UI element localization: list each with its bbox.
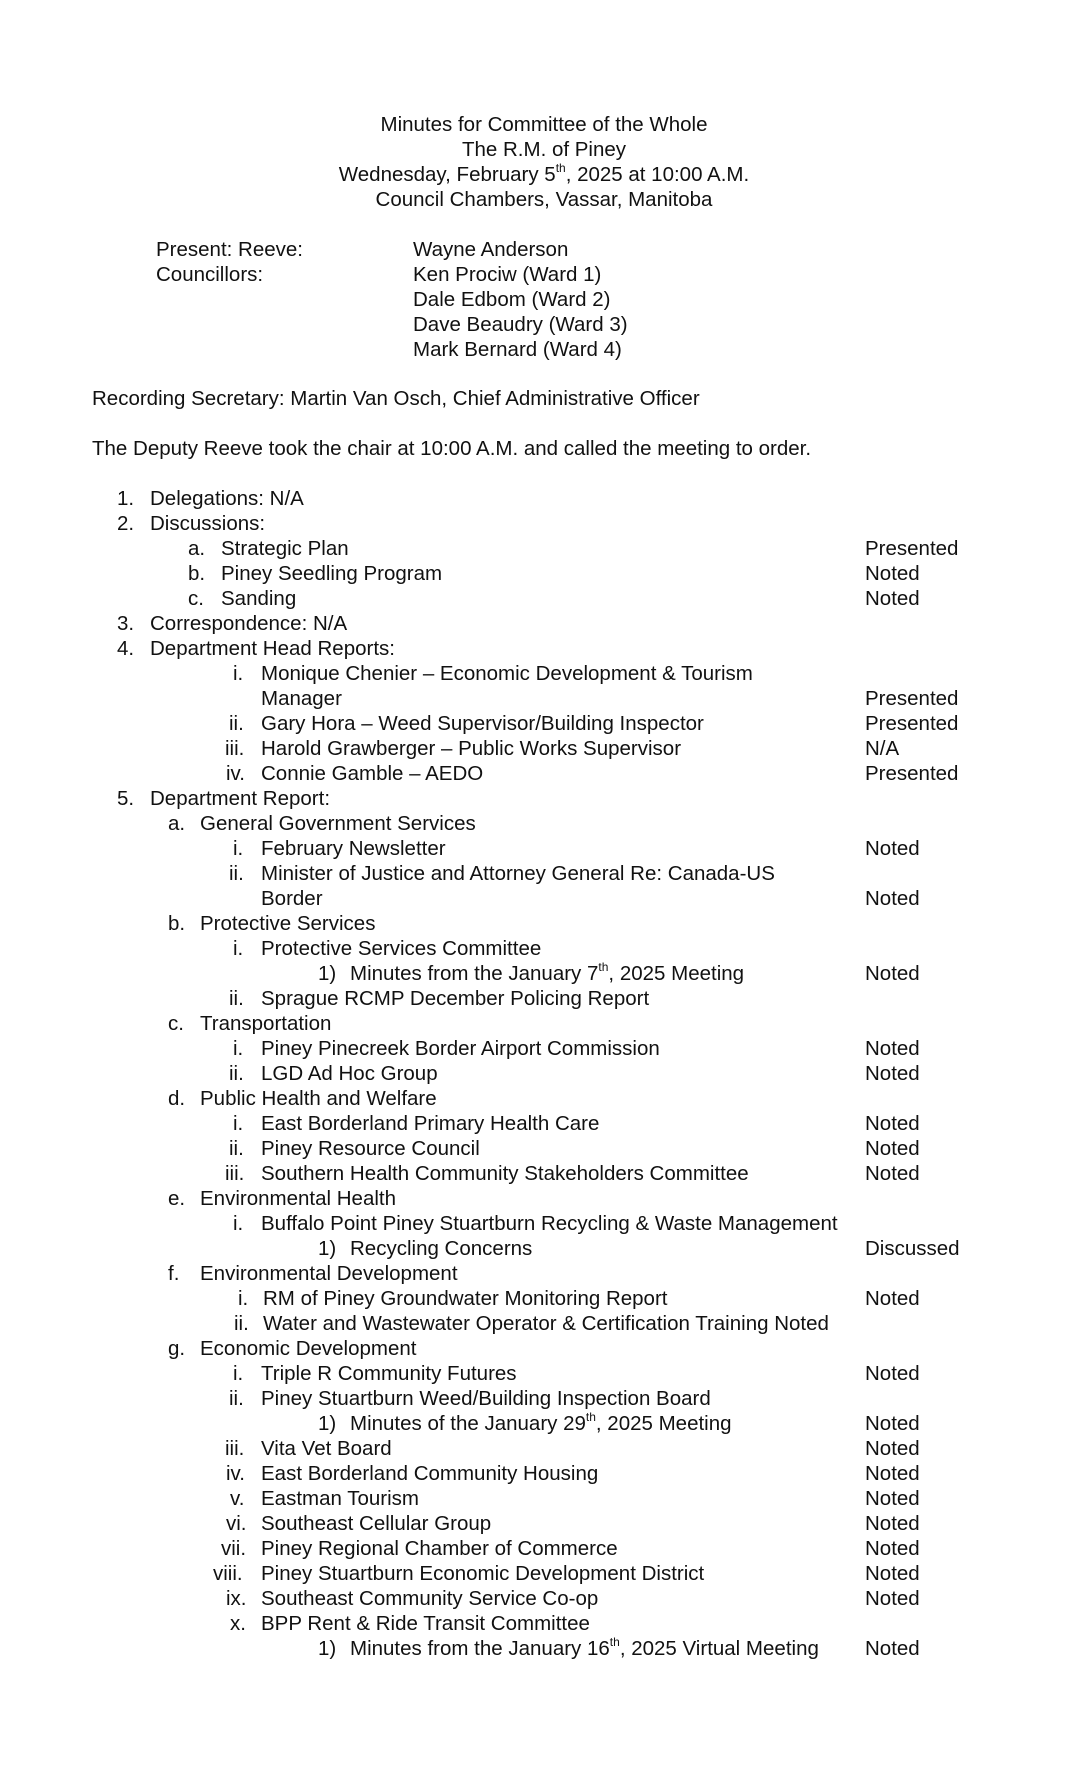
item-number: iii.: [225, 1162, 245, 1185]
item-number: g.: [168, 1337, 186, 1360]
item-status: Noted: [865, 1537, 920, 1560]
item-status: Noted: [865, 1637, 920, 1660]
item-service-co-op: Southeast Community Service Co-op: [261, 1587, 599, 1610]
item-status: Presented: [865, 712, 959, 735]
municipality-name: The R.M. of Piney: [461, 138, 627, 161]
item-january-7-minutes: Minutes from the January 7th, 2025 Meeting: [350, 960, 745, 985]
item-delegations: Delegations: N/A: [150, 487, 304, 510]
item-status: Noted: [865, 1062, 920, 1085]
item-economic-development-district: Piney Stuartburn Economic Development District: [261, 1562, 705, 1585]
item-number: i.: [233, 837, 244, 860]
reeve-name: Wayne Anderson: [413, 238, 569, 261]
doc-title: Minutes for Committee of the Whole: [380, 113, 708, 136]
item-status: Noted: [865, 1487, 920, 1510]
meeting-date: Wednesday, February 5th, 2025 at 10:00 A.M.: [338, 161, 750, 186]
item-number: i.: [233, 1212, 244, 1235]
item-number: i.: [233, 1112, 244, 1135]
item-number: 2.: [117, 512, 135, 535]
section-general-government: General Government Services: [200, 812, 476, 835]
item-status: Noted: [865, 1112, 920, 1135]
item-number: vii.: [221, 1537, 247, 1560]
item-number: i.: [238, 1287, 249, 1310]
item-number: f.: [168, 1262, 180, 1285]
councillor-name: Dale Edbom (Ward 2): [413, 288, 611, 311]
item-number: ii.: [229, 987, 244, 1010]
item-community-housing: East Borderland Community Housing: [261, 1462, 599, 1485]
item-number: a.: [188, 537, 206, 560]
section-public-health: Public Health and Welfare: [200, 1087, 437, 1110]
item-cellular-group: Southeast Cellular Group: [261, 1512, 492, 1535]
item-strategic-plan: Strategic Plan: [221, 537, 349, 560]
item-number: i.: [233, 937, 244, 960]
item-triple-r: Triple R Community Futures: [261, 1362, 517, 1385]
item-number: 1): [318, 1412, 337, 1435]
item-status: Noted: [865, 1362, 920, 1385]
item-minister-of-justice-cont: Border: [261, 887, 323, 910]
item-status: Noted: [865, 1287, 920, 1310]
item-report-chenier: Monique Chenier – Economic Development & Tourism: [261, 662, 753, 685]
item-status: Noted: [865, 1587, 920, 1610]
item-sanding: Sanding: [221, 587, 297, 610]
item-status: Noted: [865, 1512, 920, 1535]
item-status: Noted: [865, 962, 920, 985]
item-department-report: Department Report:: [150, 787, 331, 810]
item-number: iv.: [226, 762, 245, 785]
item-recycling-concerns: Recycling Concerns: [350, 1237, 533, 1260]
item-eastman-tourism: Eastman Tourism: [261, 1487, 419, 1510]
call-to-order: The Deputy Reeve took the chair at 10:00 A.M. and called the meeting to order.: [92, 437, 812, 460]
item-number: 1.: [117, 487, 135, 510]
item-transit-committee: BPP Rent & Ride Transit Committee: [261, 1612, 590, 1635]
item-primary-health-care: East Borderland Primary Health Care: [261, 1112, 600, 1135]
item-status: Presented: [865, 687, 959, 710]
item-number: ii.: [229, 1137, 244, 1160]
item-protective-services-committee: Protective Services Committee: [261, 937, 542, 960]
item-status: Noted: [865, 837, 920, 860]
item-january-29-minutes: Minutes of the January 29th, 2025 Meeting: [350, 1410, 732, 1435]
recording-secretary: Recording Secretary: Martin Van Osch, Chief Administrative Officer: [92, 387, 700, 410]
item-status: Noted: [865, 587, 920, 610]
item-status: Noted: [865, 1462, 920, 1485]
item-number: iii.: [225, 1437, 245, 1460]
item-number: i.: [233, 1037, 244, 1060]
item-number: ii.: [229, 1062, 244, 1085]
item-number: 3.: [117, 612, 135, 635]
item-number: b.: [188, 562, 206, 585]
item-status: Noted: [865, 1437, 920, 1460]
item-chamber-of-commerce: Piney Regional Chamber of Commerce: [261, 1537, 618, 1560]
item-status: N/A: [865, 737, 900, 760]
item-lgd-ad-hoc-group: LGD Ad Hoc Group: [261, 1062, 438, 1085]
item-number: i.: [233, 1362, 244, 1385]
item-status: Discussed: [865, 1237, 960, 1260]
item-airport-commission: Piney Pinecreek Border Airport Commission: [261, 1037, 660, 1060]
item-number: 1): [318, 962, 337, 985]
item-department-head-reports: Department Head Reports:: [150, 637, 395, 660]
item-discussions: Discussions:: [150, 512, 266, 535]
item-number: ix.: [226, 1587, 247, 1610]
item-status: Presented: [865, 762, 959, 785]
meeting-location: Council Chambers, Vassar, Manitoba: [375, 188, 713, 211]
item-report-gamble: Connie Gamble – AEDO: [261, 762, 484, 785]
item-number: ii.: [234, 1312, 249, 1335]
item-groundwater-report: RM of Piney Groundwater Monitoring Report: [263, 1287, 668, 1310]
item-number: c.: [188, 587, 204, 610]
item-rcmp-report: Sprague RCMP December Policing Report: [261, 987, 650, 1010]
item-resource-council: Piney Resource Council: [261, 1137, 480, 1160]
item-status: Noted: [865, 1412, 920, 1435]
item-number: v.: [230, 1487, 245, 1510]
item-number: 1): [318, 1237, 337, 1260]
item-number: i.: [233, 662, 244, 685]
item-number: e.: [168, 1187, 186, 1210]
item-status: Noted: [865, 1562, 920, 1585]
item-number: 4.: [117, 637, 135, 660]
item-status: Noted: [865, 887, 920, 910]
item-number: c.: [168, 1012, 184, 1035]
item-number: iii.: [225, 737, 245, 760]
item-number: b.: [168, 912, 186, 935]
item-report-hora: Gary Hora – Weed Supervisor/Building Inspector: [261, 712, 704, 735]
item-operator-training: Water and Wastewater Operator & Certification Training Noted: [263, 1312, 829, 1335]
section-transportation: Transportation: [200, 1012, 332, 1035]
section-protective-services: Protective Services: [200, 912, 376, 935]
councillor-name: Dave Beaudry (Ward 3): [413, 313, 628, 336]
item-january-16-minutes: Minutes from the January 16th, 2025 Virtual Meeting: [350, 1635, 819, 1660]
item-number: ii.: [229, 1387, 244, 1410]
item-number: x.: [230, 1612, 246, 1635]
item-number: vi.: [226, 1512, 247, 1535]
item-report-chenier-cont: Manager: [261, 687, 342, 710]
item-number: ii.: [229, 862, 244, 885]
councillor-name: Ken Prociw (Ward 1): [413, 263, 602, 286]
councillors-label: Councillors:: [156, 263, 264, 286]
section-environmental-health: Environmental Health: [200, 1187, 396, 1210]
item-number: iv.: [226, 1462, 245, 1485]
item-stakeholders-committee: Southern Health Community Stakeholders Committee: [261, 1162, 749, 1185]
item-seedling-program: Piney Seedling Program: [221, 562, 443, 585]
section-economic-development: Economic Development: [200, 1337, 417, 1360]
councillor-name: Mark Bernard (Ward 4): [413, 338, 622, 361]
item-status: Noted: [865, 562, 920, 585]
item-status: Presented: [865, 537, 959, 560]
item-number: d.: [168, 1087, 186, 1110]
item-number: a.: [168, 812, 186, 835]
item-status: Noted: [865, 1162, 920, 1185]
item-correspondence: Correspondence: N/A: [150, 612, 348, 635]
item-number: 5.: [117, 787, 135, 810]
item-recycling-waste-management: Buffalo Point Piney Stuartburn Recycling & Waste Management: [261, 1212, 838, 1235]
item-status: Noted: [865, 1137, 920, 1160]
item-report-grawberger: Harold Grawberger – Public Works Supervisor: [261, 737, 682, 760]
item-february-newsletter: February Newsletter: [261, 837, 446, 860]
item-number: ii.: [229, 712, 244, 735]
present-reeve-label: Present: Reeve:: [156, 238, 303, 261]
item-vita-vet-board: Vita Vet Board: [261, 1437, 392, 1460]
item-inspection-board: Piney Stuartburn Weed/Building Inspection Board: [261, 1387, 711, 1410]
item-minister-of-justice: Minister of Justice and Attorney General Re: Canada-US: [261, 862, 775, 885]
item-number: 1): [318, 1637, 337, 1660]
item-status: Noted: [865, 1037, 920, 1060]
section-environmental-development: Environmental Development: [200, 1262, 458, 1285]
item-number: viii.: [213, 1562, 243, 1585]
